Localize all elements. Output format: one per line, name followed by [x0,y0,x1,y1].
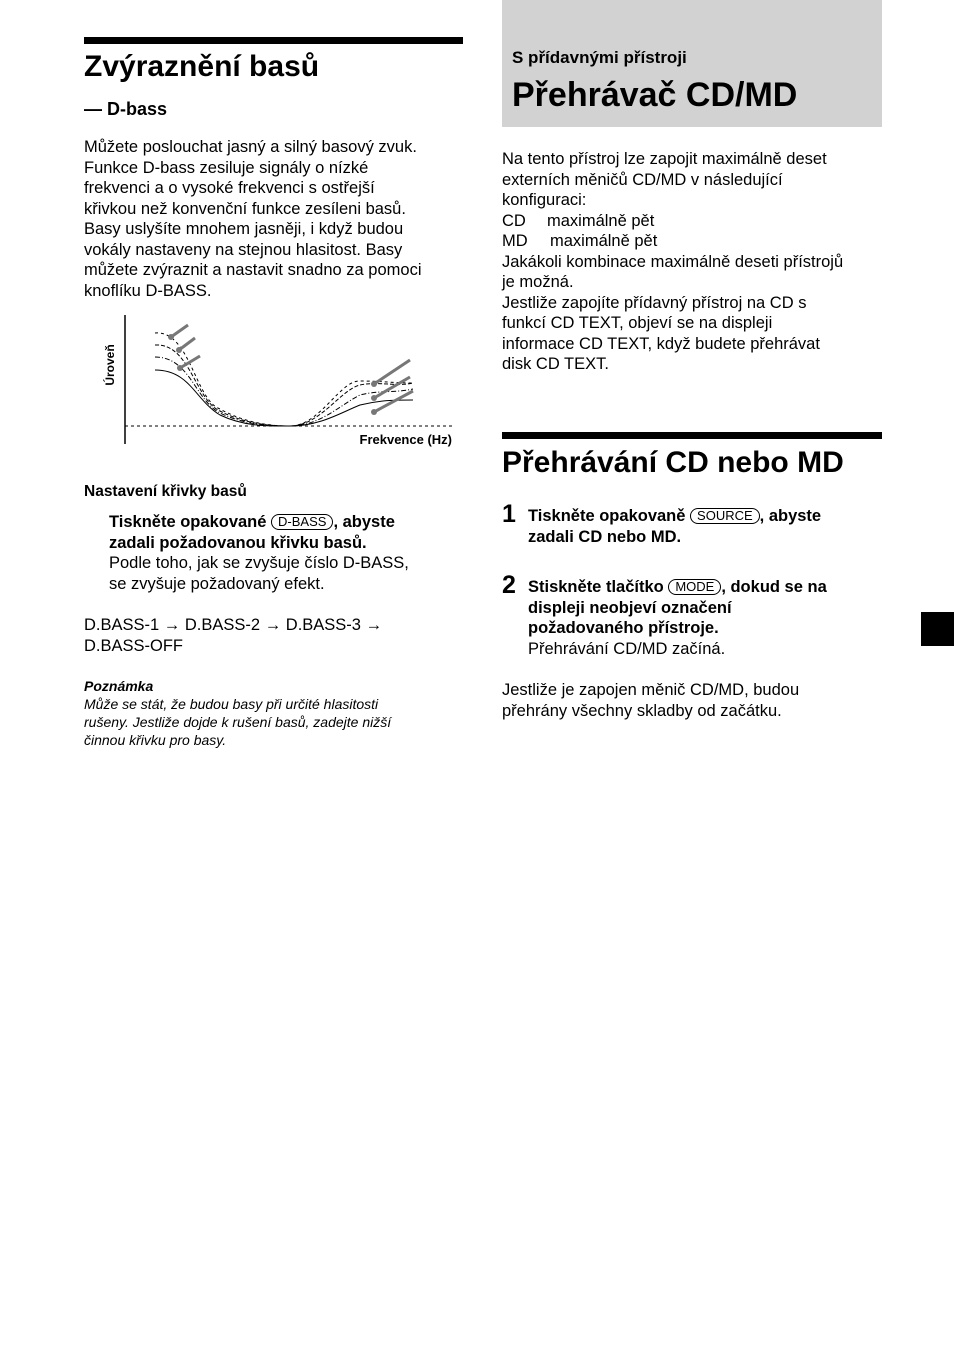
marker-dot [168,334,174,340]
intro-line: Funkce D-bass zesiluje signály o nízké [84,158,369,177]
instruction-desc: Podle toho, jak se zvyšuje číslo D-BASS, [109,554,409,572]
step-2-line2: displeji neobjeví označení [528,598,732,617]
dbass-button[interactable]: D-BASS [271,514,333,530]
config-device: CD [502,211,526,230]
step-1-pre: Tiskněte opakovaně [528,507,686,525]
note-title: Poznámka [84,678,154,694]
section-title: Přehrávač CD/MD [512,76,798,114]
sequence-item: D.BASS-OFF [84,636,184,655]
x-axis-label: Frekvence (Hz) [359,432,452,447]
config-row [502,211,892,232]
note-line: činnou křivku pro basy. [84,732,227,748]
step-2-number: 2 [502,571,516,599]
dbass-sequence [84,615,474,656]
note-block [84,677,474,749]
sequence-line1 [84,615,474,636]
arrow-right-icon: → [264,616,282,634]
step-2-post: , dokud se na [721,578,827,596]
intro-line: křivkou než konvenční funkce zesíleni basů. [84,199,406,218]
closing-line: Jestliže je zapojen měnič CD/MD, budou [502,681,800,699]
page-title-dbass: Zvýraznění basů [84,50,320,83]
marker-dot [371,381,377,387]
intro-line: Jakákoli kombinace maximálně deseti přístrojů [502,252,844,271]
bass-curve-diagram [95,305,465,450]
source-button[interactable]: SOURCE [690,508,760,524]
closing-paragraph [502,680,892,721]
intro-paragraph [84,137,474,301]
instruction-block [109,512,469,594]
sequence-item: D.BASS-1 [84,616,160,634]
section-label: S přídavnými přístroji [512,48,687,67]
arrow-right-icon: → [365,616,383,634]
cdmd-intro [502,149,892,375]
step-1-line1 [528,506,888,527]
marker-low-1 [171,325,188,337]
sequence-item: D.BASS-3 [285,616,361,634]
step-2-text [528,577,888,659]
step-1-number: 1 [502,500,516,528]
closing-line: přehrány všechny skladby od začátku. [502,701,782,720]
intro-line: knoflíku D-BASS. [84,281,212,300]
playback-title-rule [502,432,882,439]
instruction-line2: zadali požadovanou křivku basů. [109,533,367,552]
note-line: rušeny. Jestliže dojde k rušení basů, zadejte nižší [84,714,392,730]
step-1-line2: zadali CD nebo MD. [528,527,682,546]
curve-dbass-1 [155,357,413,426]
config-limit: maximálně pět [547,211,655,230]
step-2-desc: Přehrávání CD/MD začíná. [528,639,726,658]
marker-dot [176,347,182,353]
arrow-right-icon: → [163,616,181,634]
intro-line: Jestliže zapojíte přídavný přístroj na CD s [502,293,807,312]
config-row [502,231,892,252]
intro-line: externích měničů CD/MD v následující [502,170,783,189]
step-2-line1 [528,577,888,598]
playback-title: Přehrávání CD nebo MD [502,446,844,479]
subtitle-dbass: — D-bass [84,99,168,119]
page-edge-tab [921,612,954,646]
step-2-pre: Stiskněte tlačítko [528,578,664,596]
intro-line: funkcí CD TEXT, objeví se na displeji [502,314,773,332]
instruction-pre: Tiskněte opakované [109,513,267,531]
intro-line: Basy uslyšíte mnohem jasněji, i když budou [84,220,404,238]
note-line: Může se stát, že budou basy při určité hlasitosti [84,696,379,712]
marker-dot [177,365,183,371]
instruction-post: , abyste [333,513,395,531]
step-1-text [528,506,888,547]
instruction-desc: se zvyšuje požadovaný efekt. [109,574,325,593]
intro-line: můžete zvýraznit a nastavit snadno za pomoci [84,261,422,279]
step-2-line3: požadovaného přístroje. [528,619,719,637]
marker-dot [371,409,377,415]
intro-line: konfiguraci: [502,191,587,209]
intro-line: je možná. [502,273,574,291]
intro-line: disk CD TEXT. [502,355,609,373]
step-1-post: , abyste [759,507,822,525]
marker-dot [371,395,377,401]
config-limit: maximálně pět [550,232,658,250]
sequence-item: D.BASS-2 [184,616,261,634]
left-title-rule [84,37,463,44]
mode-button[interactable]: MODE [668,579,721,595]
setting-heading: Nastavení křivky basů [84,483,247,500]
marker-low-3 [180,356,200,368]
intro-line: Na tento přístroj lze zapojit maximálně deset [502,150,827,168]
config-device: MD [502,232,528,250]
intro-line: Můžete poslouchat jasný a silný basový zvuk. [84,138,417,156]
y-axis-label: Úroveň [103,344,117,386]
intro-line: frekvenci a o vysoké frekvenci s ostřejší [84,179,375,197]
instruction-line1 [109,512,469,533]
intro-line: informace CD TEXT, když budete přehrávat [502,334,820,353]
intro-line: vokály nastaveny na stejnou hlasitost. Basy [84,240,403,259]
